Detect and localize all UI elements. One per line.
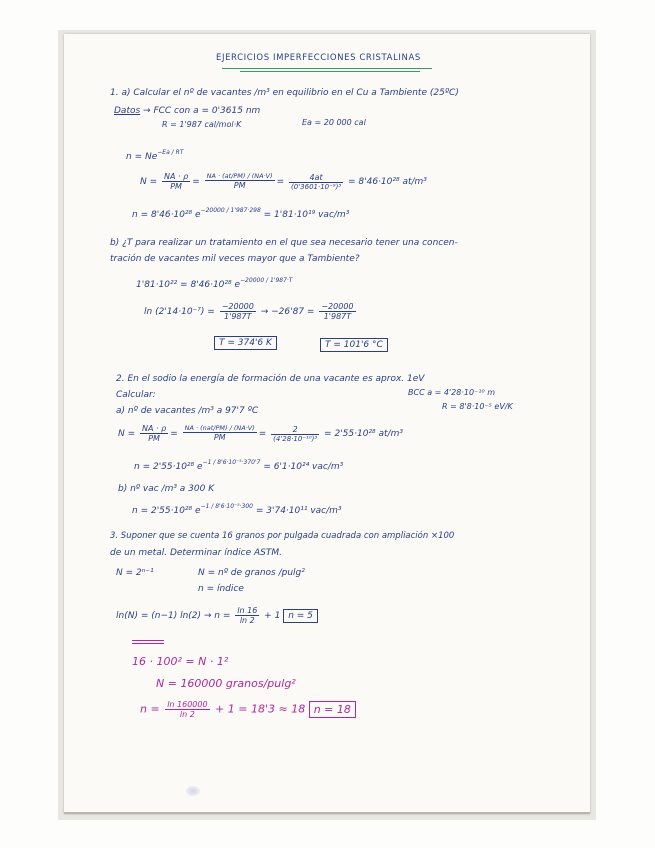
ex1-datos-label: Datos [114,106,141,116]
ex2b-statement: b) nº vac /m³ a 300 K [118,484,215,494]
ex1-Ea: Ea = 20 000 cal [302,118,366,127]
ex1b-eq1-lhs: 1'81·10²² = 8'46·10²⁸ e [136,280,241,290]
ex2a-eq1-f2-den: PM [213,433,226,443]
ex3-def2: n = índice [198,584,244,594]
ex1-eq2-f2-num: NA · (at/PM) / (NA·V) [206,171,273,180]
ex1-eq2-f1-den: PM [170,182,182,192]
ex2a-eq2-lhs: n = 2'55·10²⁸ e [134,462,203,472]
ex3-eq2-f-den: ln 2 [239,616,255,626]
ex3-eq1: N = 2ⁿ⁻¹ [116,568,154,578]
ex1-datos [114,106,260,116]
ex2-bcc: BCC a = 4'28·10⁻¹⁰ m [408,388,496,397]
ex1-statement: 1. a) Calcular el nº de vacantes /m³ en equilibrio en el Cu a Tambiente (25ºC) [110,88,459,98]
ex2a-eq2-exp: −1 / 8'6·10⁻⁵·370'7 [202,459,261,466]
ex2-R: R = 8'8·10⁻⁵ eV/K [442,402,513,411]
ex2a-eq2-result: = 6'1·10²⁴ vac/m³ [263,462,344,472]
ex2a-eq1-f3-num: 2 [271,425,319,435]
notebook-page [64,34,590,814]
ex3-pink-box: n = 18 [309,701,356,718]
ex3-eq2 [116,606,318,625]
ex3-pink-eq3 [140,700,356,719]
ex1b-eq1-exp: −20000 / 1'987·T [240,277,293,284]
page-title: EJERCICIOS IMPERFECCIONES CRISTALINAS [216,53,421,63]
ex1b-result-K-box: T = 374'6 K [214,336,277,350]
ex3-pink-eq3-f-den: ln 2 [179,710,195,720]
ex3-pink-eq2: N = 160000 granos/pulg² [156,677,296,690]
ex2a-eq1: N = $\frac{NA \cdot \rho}{PM}$ = $\frac{\text{NA · (nat/PM) / (NA·V)}}{PM}$ = $\frac{2}{\text{(4'28·10⁻¹⁰)³}}$ = 2'55·10²⁸ at/m³ [118,423,403,444]
ex3-pink-eq3-tail: + 1 = 18'3 ≈ 18 [215,702,306,716]
ex1b-result-K [214,338,277,348]
ex3-pink-eq3-f-num: ln 160000 [167,700,208,709]
ex2a-statement: a) nº de vacantes /m³ a 97'7 ºC [116,406,259,416]
ex1b-eq2-f-num: −20000 [221,302,254,311]
ex2a-eq1-f1-num: NA · ρ [142,424,167,433]
ex1b-eq2-f-den: 1'987T [224,312,252,322]
ex1b-eq2-f2-num: −20000 [321,302,354,311]
ex2-calcular: Calcular: [116,390,156,400]
title-underline [222,68,432,69]
ex2a-eq1-f3-den: (4'28·10⁻¹⁰)³ [273,434,318,443]
ex2b-eq-lhs: n = 2'55·10²⁸ e [132,506,201,516]
ex1-datos-value: → FCC con a = 0'3615 nm [143,106,261,116]
ex2a-eq1-result: = 2'55·10²⁸ at/m³ [324,429,403,440]
ex1-eq3 [132,208,349,220]
ex1b-eq1 [136,278,292,290]
ex1-eq3-result: = 1'81·10¹⁹ vac/m³ [263,210,350,220]
ex1-eq2-f3-den: (0'3601·10⁻⁹)³ [291,182,342,191]
ex1b-result-C [320,340,388,350]
ex2-statement: 2. En el sodio la energía de formación de una vacante es aprox. 1eV [116,374,425,384]
ex2a-eq1-f2-num: NA · (nat/PM) / (NA·V) [184,423,255,432]
ex1-eq2-lhs: N = [140,177,158,188]
ex2b-eq-exp: −1 / 8'6·10⁻⁵·300 [200,503,253,510]
ex1-eq2-f2-den: PM [233,181,246,191]
ex2b-eq [132,504,342,516]
ex3-pink-eq3-lhs: n = [140,702,160,716]
ex1-eq3-exp: −20000 / 1'987·298 [200,207,261,214]
ex1-eq2-f3-num: 4at [289,173,343,183]
title-underline-2 [240,71,420,72]
ex3-eq2-f-num: ln 16 [237,606,258,615]
ex1-eq2-result: = 8'46·10²⁸ at/m³ [348,177,427,188]
ink-smudge [186,786,200,796]
ex1b-eq2 [144,302,358,321]
ex1b-result-C-box: T = 101'6 °C [320,338,388,352]
ex1-eq2-f1-num: NA · ρ [164,172,189,181]
ex2b-eq-result: = 3'74·10¹¹ vac/m³ [255,506,342,516]
ex1b-statement-2: tración de vacantes mil veces mayor que a Tambiente? [110,254,360,264]
pink-separator-2 [132,643,164,644]
ex2a-eq1-lhs: N = [118,429,136,440]
ex3-eq2-lhs: ln(N) = (n−1) ln(2) → n = [116,611,231,622]
ex1b-eq2-lhs: ln (2'14·10⁻⁷) = [144,307,215,318]
pink-separator [132,640,164,641]
ex3-def1: N = nº de granos /pulg² [198,568,305,578]
ex3-eq2-box: n = 5 [283,609,318,623]
ex1b-statement-1: b) ¿T para realizar un tratamiento en el que sea necesario tener una concen- [110,238,458,248]
ex3-eq2-tail: + 1 [264,611,281,622]
ex1b-eq2-mid: → −26'87 = [260,307,315,318]
ex1-eq2: N = $\frac{NA \cdot \rho}{PM}$ = $\frac{NA \cdot (at/PM) / (NA\cdot V)}{PM}$ = $\frac{4at}{\text{(0'3601·10⁻⁹)³}}$ = 8'46·10²⁸ at/m³ [140,171,427,192]
ex1b-eq2-f2-den: 1'987T [323,312,352,322]
ex3-pink-eq1: 16 · 100² = N · 1² [132,655,229,668]
ex1-eq1 [126,150,183,162]
ex3-statement-1: 3. Suponer que se cuenta 16 granos por pulgada cuadrada con ampliación ×100 [110,531,455,541]
ex1-eq3-lhs: n = 8'46·10²⁸ e [132,210,201,220]
ex1-R: R = 1'987 cal/mol·K [162,120,242,129]
ex1-eq1-lhs: n = Ne [126,152,158,162]
ex2a-eq1-f1-den: PM [148,434,160,444]
ex3-statement-2: de un metal. Determinar índice ASTM. [110,548,282,558]
ex1-eq1-exp: −Ea / RT [157,149,184,156]
ex2a-eq2 [134,460,343,472]
